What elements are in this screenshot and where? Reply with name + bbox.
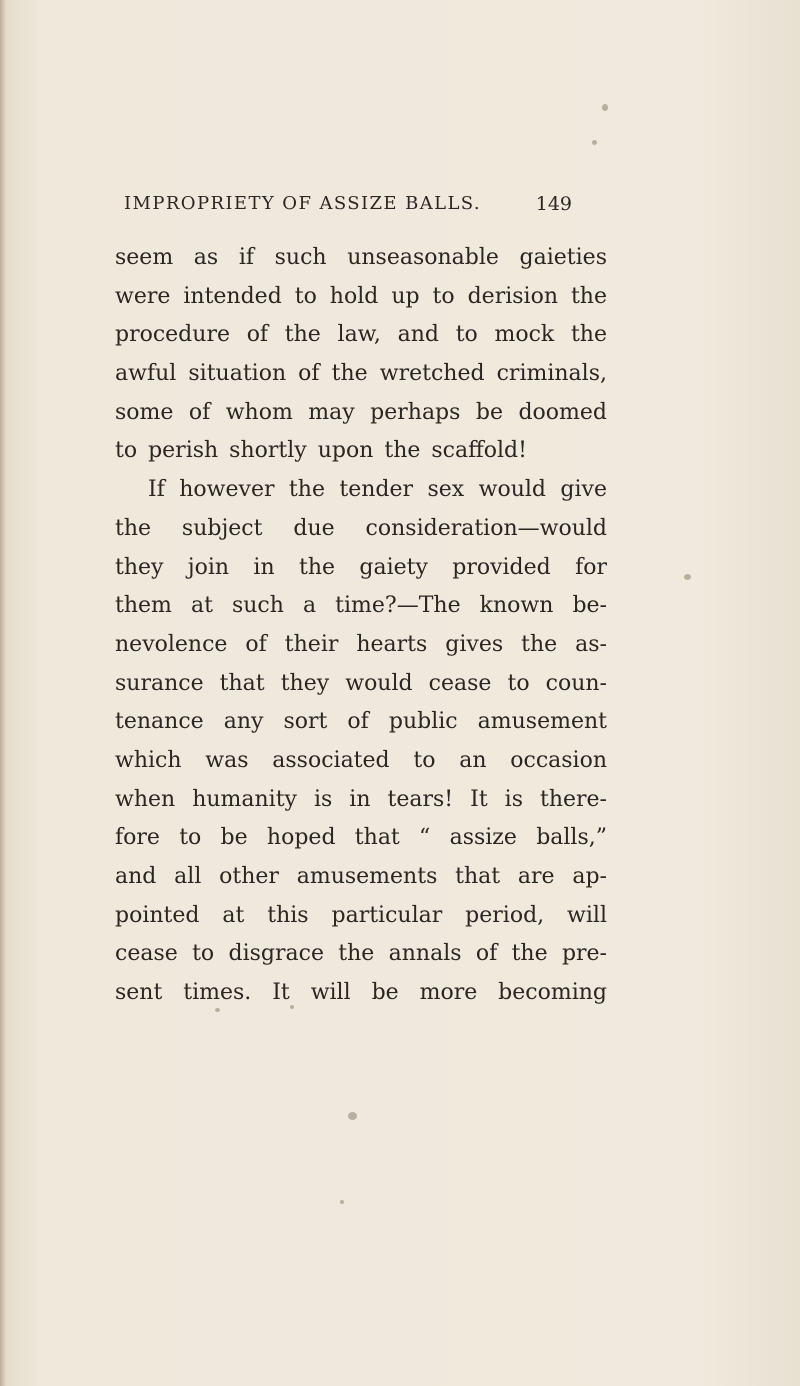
text-line: sent times. It will be more becoming (115, 980, 607, 1006)
text-line: some of whom may perhaps be doomed (115, 399, 607, 425)
text-line: nevolence of their hearts gives the as- (115, 631, 607, 657)
ink-speck (592, 140, 597, 145)
text-line: fore to be hoped that “ assize balls,” (115, 825, 607, 851)
running-title: IMPROPRIETY OF ASSIZE BALLS. (124, 193, 482, 214)
text-line: seem as if such unseasonable gaieties (115, 245, 607, 270)
text-line: when humanity is in tears! It is there- (115, 786, 607, 812)
text-line: the subject due consideration—would (115, 515, 607, 541)
text-line: pointed at this particular period, will (115, 902, 607, 928)
text-line: and all other amusements that are ap- (115, 864, 607, 889)
page-number: 149 (535, 193, 572, 215)
ink-speck (348, 1112, 357, 1120)
page-header (124, 189, 572, 219)
text-line: tenance any sort of public amusement (115, 709, 607, 735)
page-gutter-edge (0, 0, 6, 1386)
body-text (115, 239, 607, 1013)
text-line: them at such a time?—The known be- (115, 593, 607, 619)
text-line: they join in the gaiety provided for (115, 554, 607, 580)
text-line: were intended to hold up to derision the (115, 283, 607, 309)
text-line: to perish shortly upon the scaffold! (115, 438, 527, 464)
text-line: surance that they would cease to coun- (115, 670, 607, 696)
paragraph-first-line: If however the tender sex would give (148, 477, 607, 503)
text-line: awful situation of the wretched criminals, (115, 361, 607, 387)
ink-speck (602, 104, 608, 111)
ink-speck (684, 574, 691, 580)
ink-speck (340, 1200, 344, 1204)
text-line: cease to disgrace the annals of the pre- (115, 941, 607, 967)
text-line: which was associated to an occasion (115, 747, 607, 773)
text-line: procedure of the law, and to mock the (115, 322, 607, 348)
